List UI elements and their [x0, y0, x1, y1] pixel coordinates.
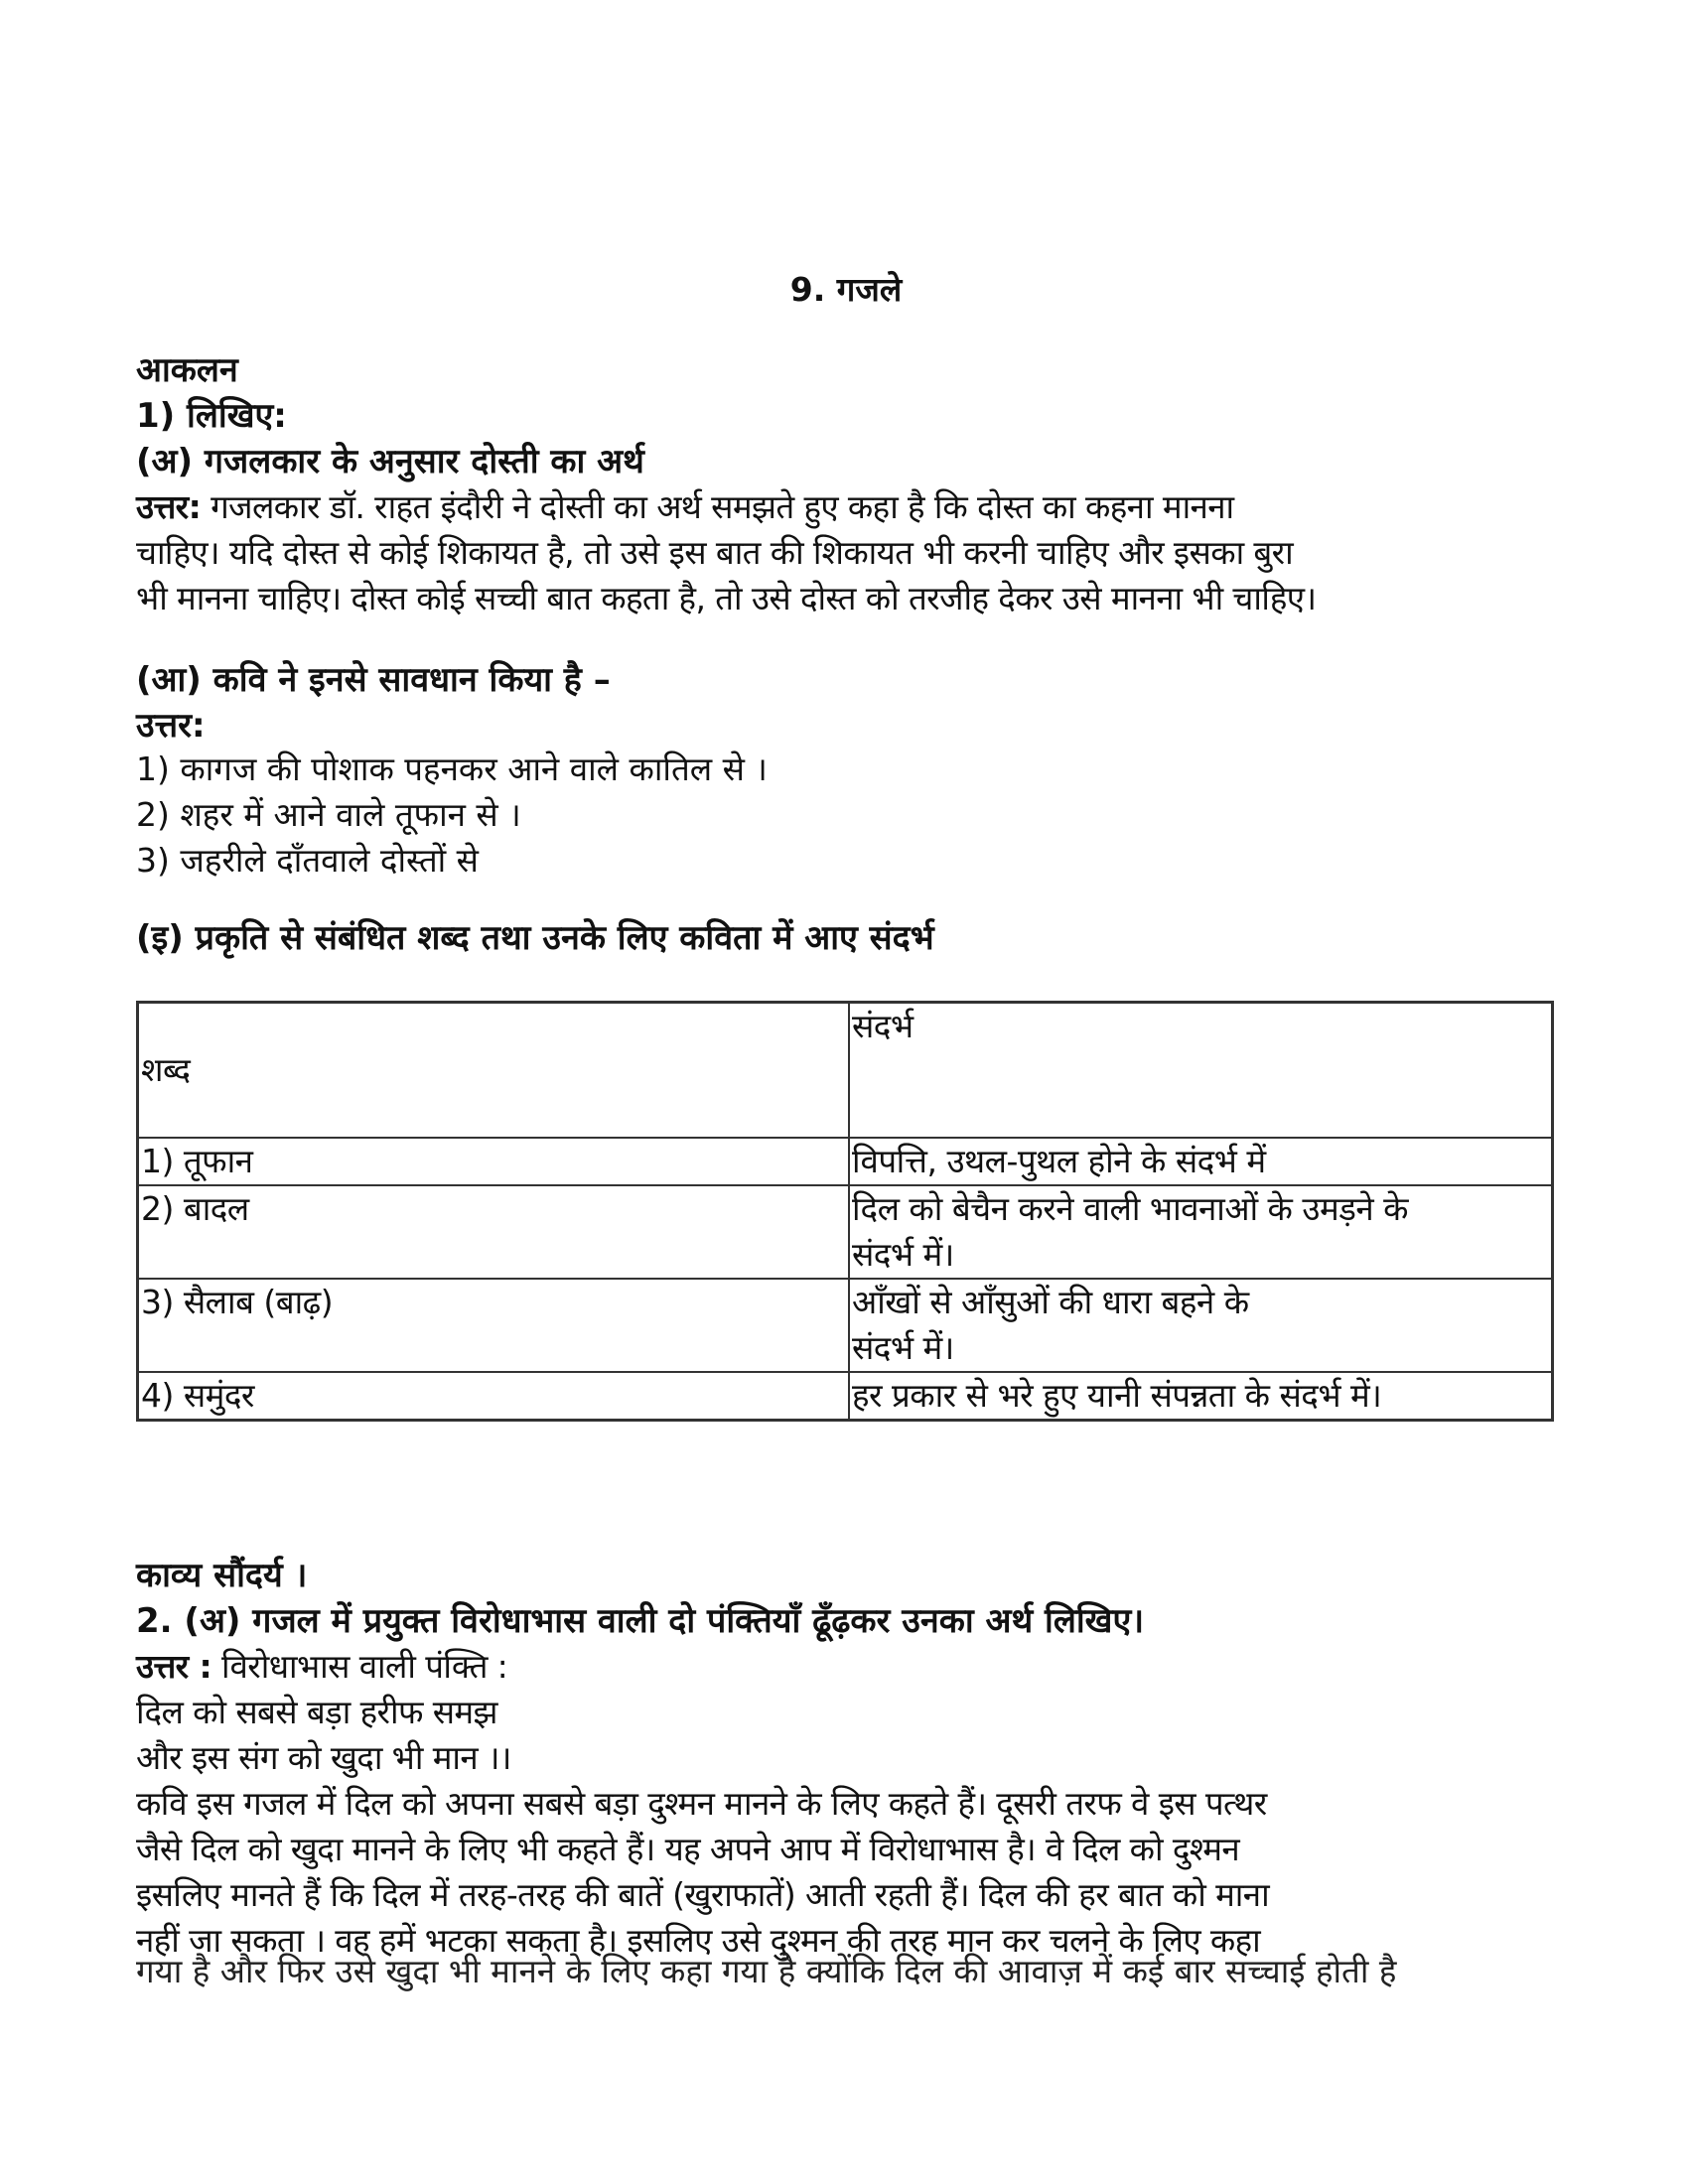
context-line: संदर्भ में।: [852, 1328, 954, 1367]
explanation-line: कवि इस गजल में दिल को अपना सबसे बड़ा दुश्मन मानने के लिए कहते हैं। दूसरी तरफ वे इस पत्थर: [136, 1784, 1267, 1823]
list-item: 1) कागज की पोशाक पहनकर आने वाले कातिल से ।: [136, 750, 768, 788]
table-header-row: [138, 1003, 1552, 1138]
explanation-line: नहीं जा सकता । वह हमें भटका सकता है। इसलिए उसे दुश्मन की तरह मान कर चलने के लिए कहा: [136, 1921, 1261, 1960]
answer-label: उत्तर:: [136, 706, 206, 746]
answer-1a: [136, 484, 1556, 621]
couplet-line: दिल को सबसे बड़ा हरीफ समझ: [136, 1693, 497, 1731]
table-row: [138, 1279, 1552, 1372]
answer-intro: विरोधाभास वाली पंक्ति :: [211, 1647, 508, 1686]
answer-1aa-list: [136, 747, 1556, 884]
answer-line: चाहिए। यदि दोस्त से कोई शिकायत है, तो उसे इस बात की शिकायत भी करनी चाहिए और इसका बुरा: [136, 533, 1294, 572]
context-line: हर प्रकार से भरे हुए यानी संपन्नता के संदर्भ में।: [852, 1376, 1382, 1415]
table-cell-word: 2) बादल: [138, 1185, 849, 1279]
cut-off-text: गया है और फिर उसे खुदा भी मानने के लिए कहा गया है क्योंकि दिल की आवाज़ में कई बार सच्चाई होती है: [136, 1952, 1397, 1990]
context-line: आँखों से आँसुओं की धारा बहने के: [852, 1283, 1249, 1321]
answer-line: भी मानना चाहिए। दोस्त कोई सच्ची बात कहता है, तो उसे दोस्त को तरजीह देकर उसे मानना भी चाहिए।: [136, 579, 1317, 617]
cut-off-line: [136, 1952, 1556, 1995]
explanation-line: इसलिए मानते हैं कि दिल में तरह-तरह की बातें (खुराफातें) आती रहती हैं। दिल की हर बात को माना: [136, 1875, 1270, 1914]
table-cell-word: 4) समुंदर: [138, 1372, 849, 1420]
nature-words-table: [136, 1001, 1554, 1422]
explanation-line: जैसे दिल को खुदा मानने के लिए भी कहते हैं। यह अपने आप में विरोधाभास है। वे दिल को दुश्मन: [136, 1830, 1240, 1868]
question-1i: (इ) प्रकृति से संबंधित शब्द तथा उनके लिए कविता में आए संदर्भ: [136, 918, 934, 958]
answer-line: गजलकार डॉ. राहत इंदौरी ने दोस्ती का अर्थ समझते हुए कहा है कि दोस्त का कहना मानना: [201, 487, 1234, 526]
table-cell-context: [849, 1279, 1552, 1372]
table-cell-word: 1) तूफान: [138, 1138, 849, 1185]
page-title: 9. गजले: [789, 270, 903, 309]
question-1aa-block: [136, 657, 1556, 749]
table-row: [138, 1138, 1552, 1185]
question-1aa: (आ) कवि ने इनसे सावधान किया है –: [136, 660, 611, 700]
question-1i-block: [136, 915, 1556, 961]
context-line: विपत्ति, उथल-पुथल होने के संदर्भ में: [852, 1142, 1266, 1180]
heading-kavya-saundarya: काव्य सौंदर्य ।: [136, 1556, 308, 1595]
section-heading-akalan: [136, 347, 1556, 484]
answer-2a: [136, 1644, 1556, 1964]
question-2a: 2. (अ) गजल में प्रयुक्त विरोधाभास वाली दो पंक्तियाँ ढूँढ़कर उनका अर्थ लिखिए।: [136, 1601, 1145, 1641]
list-item: 2) शहर में आने वाले तूफान से ।: [136, 795, 521, 834]
answer-label: उत्तर :: [136, 1647, 212, 1686]
table-header-word: [138, 1003, 849, 1138]
header-context-text: संदर्भ: [852, 1007, 914, 1045]
table-row: [138, 1185, 1552, 1279]
question-1: 1) लिखिए:: [136, 396, 287, 436]
header-word-text: शब्द: [141, 1050, 191, 1089]
context-line: संदर्भ में।: [852, 1235, 954, 1274]
table-header-context: [849, 1003, 1552, 1138]
table-row: [138, 1372, 1552, 1420]
table-cell-word: 3) सैलाब (बाढ़): [138, 1279, 849, 1372]
context-line: दिल को बेचैन करने वाली भावनाओं के उमड़ने के: [852, 1189, 1408, 1228]
table-cell-context: [849, 1138, 1552, 1185]
table-cell-context: [849, 1372, 1552, 1420]
couplet-line: और इस संग को खुदा भी मान ।।: [136, 1738, 511, 1777]
question-1a: (अ) गजलकार के अनुसार दोस्ती का अर्थ: [136, 442, 644, 481]
heading-akalan: आकलन: [136, 350, 238, 390]
list-item: 3) जहरीले दाँतवाले दोस्तों से: [136, 841, 479, 880]
answer-label: उत्तर:: [136, 487, 202, 526]
table-cell-context: [849, 1185, 1552, 1279]
section-2-heading-block: [136, 1553, 1556, 1644]
